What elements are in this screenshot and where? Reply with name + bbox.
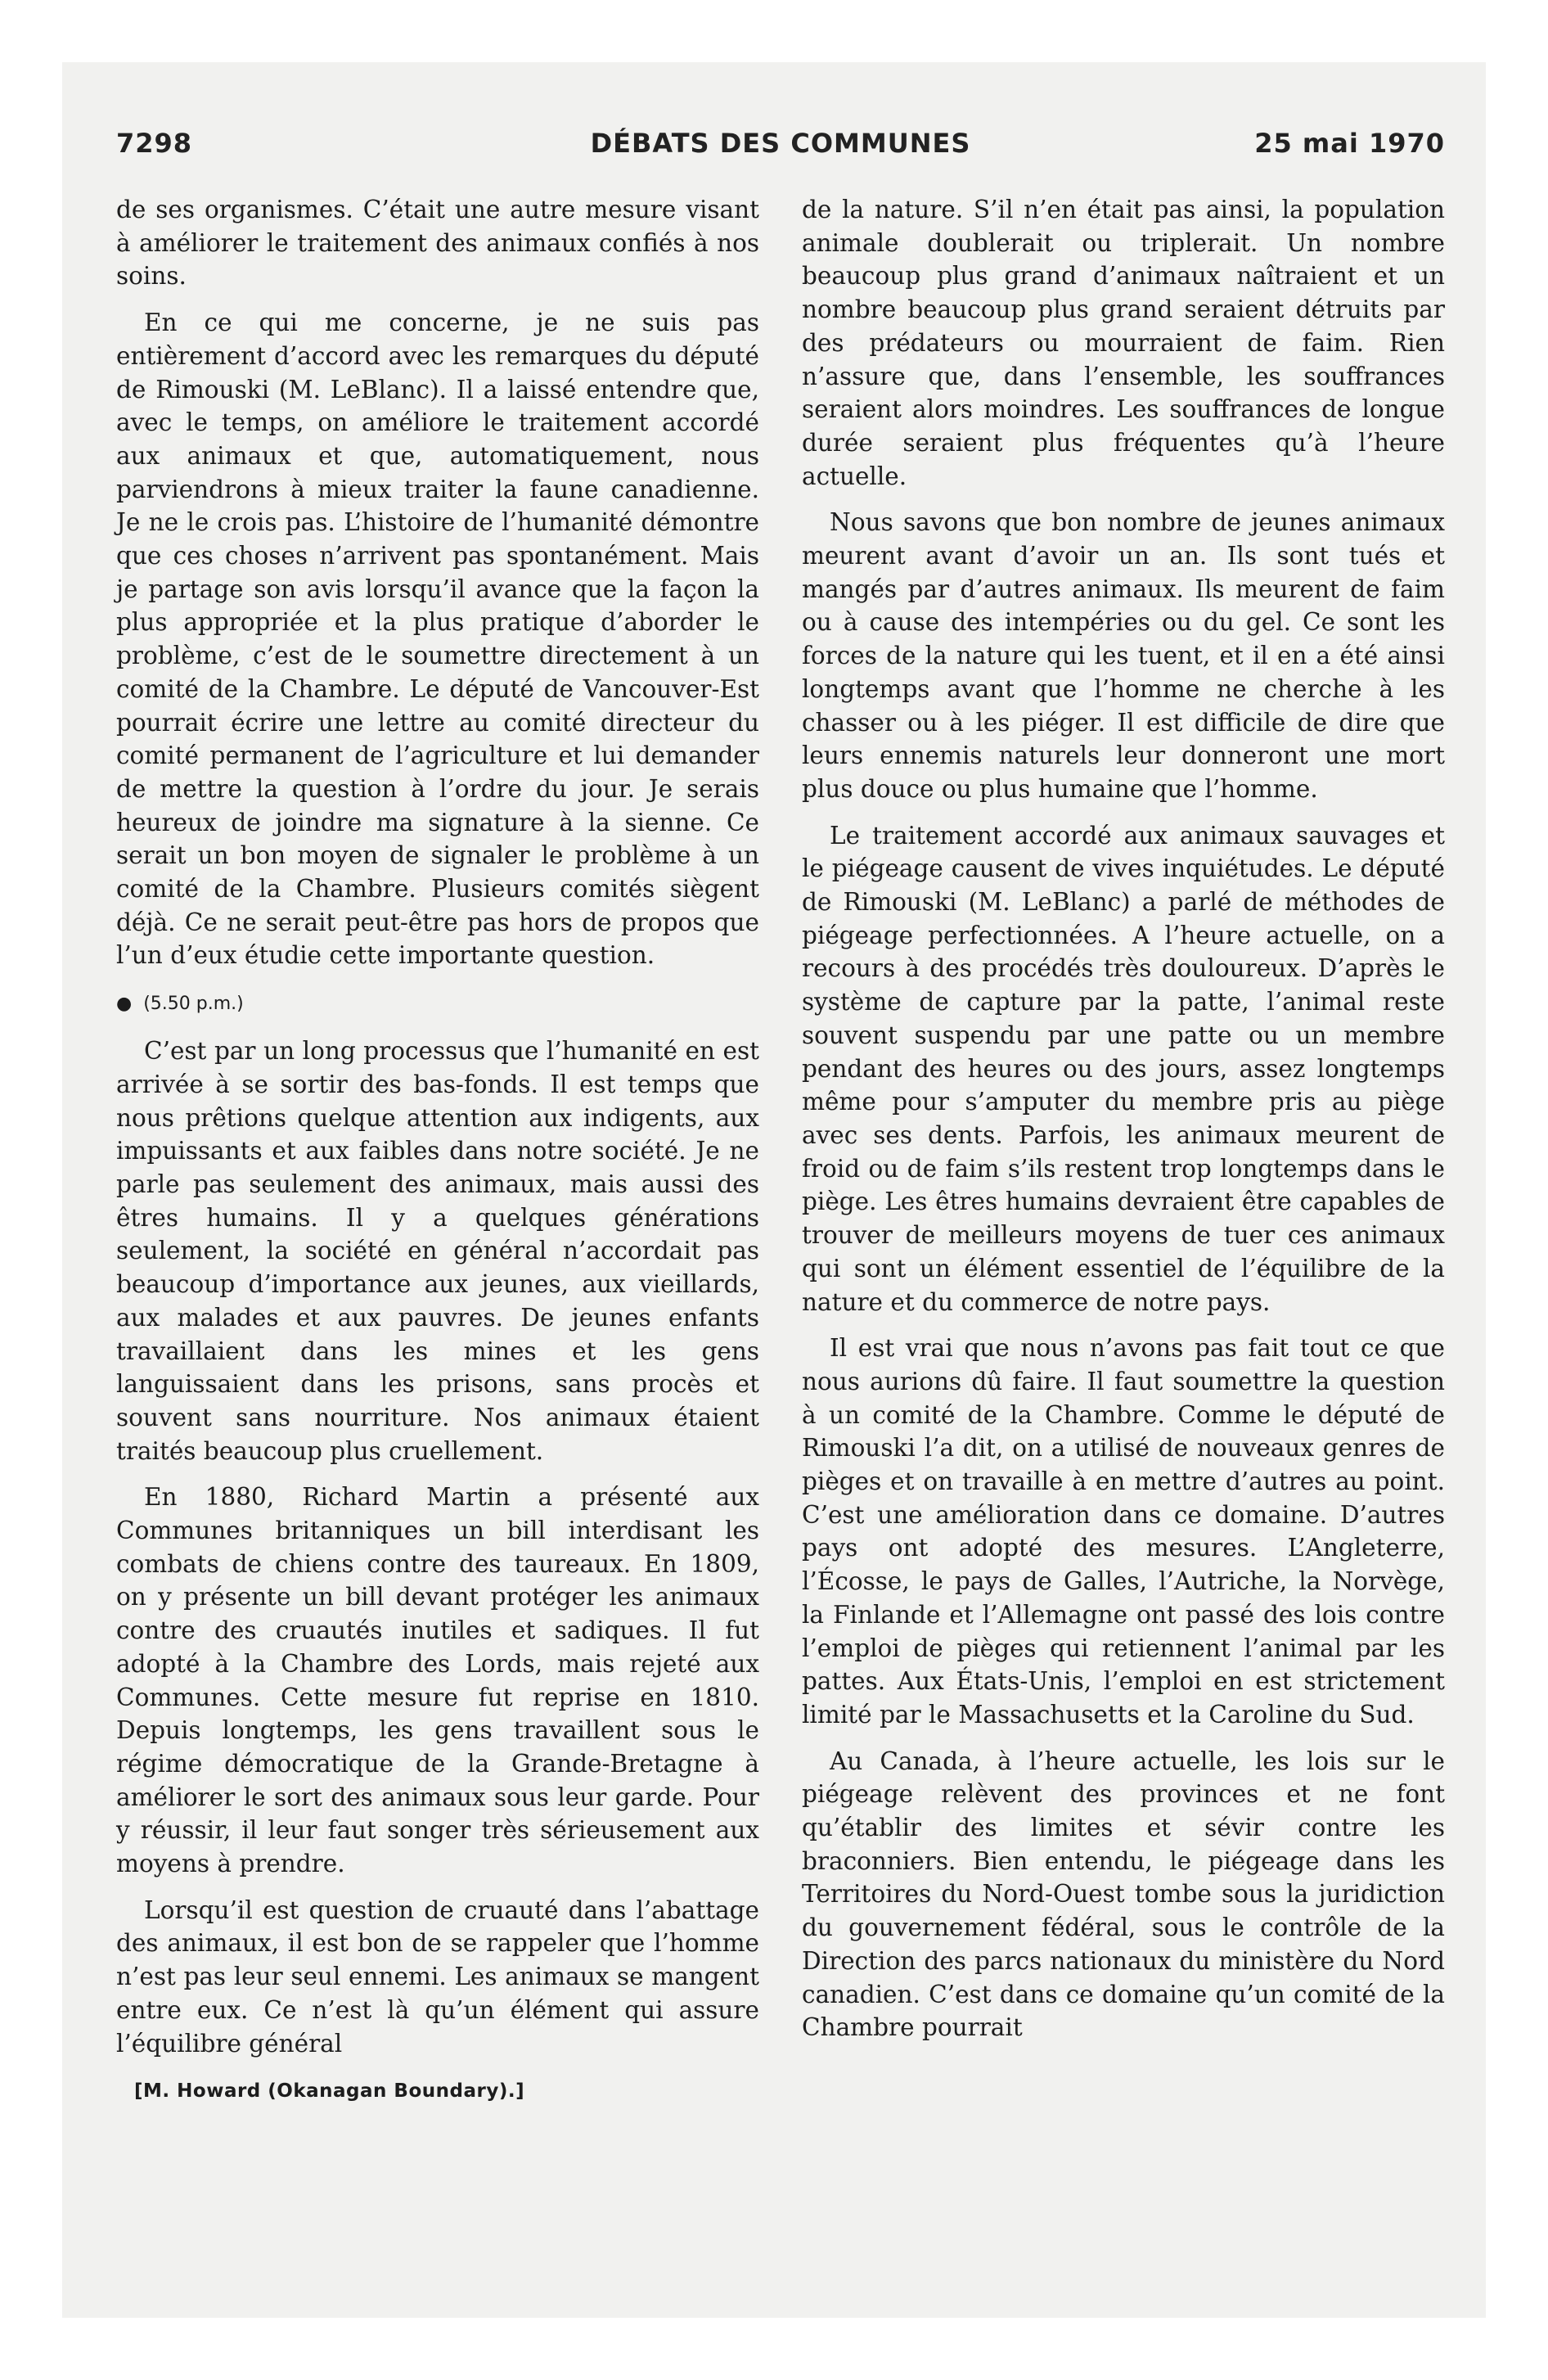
page-number: 7298 [116, 128, 193, 159]
paragraph: de ses organismes. C’était une autre mesure visant à améliorer le traitement des animaux confiés à nos soins. [116, 196, 759, 291]
paragraph: Au Canada, à l’heure actuelle, les lois sur le piégeage relèvent des provinces et ne font qu’établir des limites et sévir contre les braconniers. Bien entendu, le piégeage dans les Territoires du Nord-Ouest tombe sous la juridiction du gouvernement fédéral, sous le contrôle de la Direction des parcs nationaux du ministère du Nord canadien. C’est dans ce domaine qu’un comité de la Chambre pourrait [802, 1747, 1445, 2042]
bullet-icon: ● [116, 994, 133, 1015]
paragraph: Le traitement accordé aux animaux sauvages et le piégeage causent de vives inquiétudes. Le député de Rimouski (M. LeBlanc) a parlé de méthodes de piégeage perfectionnées. A l’heure actuelle, on a recours à des procédés très douloureux. D’après le système de capture par la patte, l’animal reste souvent suspendu par une patte ou un membre pendant des heures ou des jours, assez longtemps même pour s’amputer du membre pris au piège avec ses dents. Parfois, les animaux meurent de froid ou de faim s’ils restent trop longtemps dans le piège. Les êtres humains devraient être capables de trouver de meilleurs moyens de tuer ces animaux qui sont un élément essentiel de l’équilibre de la nature et du commerce de notre pays. [802, 821, 1445, 1316]
speaker-attribution: [M. Howard (Okanagan Boundary).] [134, 2080, 525, 2103]
document-page [62, 62, 1486, 2318]
running-title: DÉBATS DES COMMUNES [590, 128, 971, 159]
left-column [116, 193, 759, 2104]
right-column [802, 193, 1445, 2058]
paragraph: Lorsqu’il est question de cruauté dans l’abattage des animaux, il est bon de se rappeler que l’homme n’est pas leur seul ennemi. Les animaux se mangent entre eux. Ce n’est là qu’un élément qui assure l’équilibre général [116, 1895, 759, 2058]
page-header [116, 128, 1445, 177]
paragraph: En 1880, Richard Martin a présenté aux Communes britanniques un bill interdisant les combats de chiens contre des taureaux. En 1809, on y présente un bill devant protéger les animaux contre des cruautés inutiles et sadiques. Il fut adopté à la Chambre des Lords, mais rejeté aux Communes. Cette mesure fut reprise en 1810. Depuis longtemps, les gens travaillent sous le régime démocratique de la Grande-Bretagne à améliorer le sort des animaux sous leur garde. Pour y réussir, il leur faut songer très sérieusement aux moyens à prendre. [116, 1483, 759, 1878]
page-date: 25 mai 1970 [1254, 128, 1445, 159]
paragraph: de la nature. S’il n’en était pas ainsi, la population animale doublerait ou triplerait. Un nombre beaucoup plus grand d’animaux naîtraient et un nombre beaucoup plus grand seraient détruits par des prédateurs ou mourraient de faim. Rien n’assure que, dans l’ensemble, les souffrances seraient alors moindres. Les souffrances de longue durée seraient plus fréquentes qu’à l’heure actuelle. [802, 196, 1445, 490]
paragraph: Il est vrai que nous n’avons pas fait tout ce que nous aurions dû faire. Il faut soumettre la question à un comité de la Chambre. Comme le député de Rimouski l’a dit, on a utilisé de nouveaux genres de pièges et on travaille à en mettre d’autres au point. C’est une amélioration dans ce domaine. D’autres pays ont adopté des mesures. L’Angleterre, l’Écosse, le pays de Galles, l’Autriche, la Norvège, la Finlande et l’Allemagne ont passé des lois contre l’emploi de pièges qui retiennent l’animal par les pattes. Aux États-Unis, l’emploi en est strictement limité par le Massachusetts et la Caroline du Sud. [802, 1334, 1445, 1729]
timestamp [116, 992, 759, 1016]
timestamp-text: (5.50 p.m.) [143, 994, 244, 1015]
paragraph: Nous savons que bon nombre de jeunes animaux meurent avant d’avoir un an. Ils sont tués et mangés par d’autres animaux. Ils meurent de faim ou à cause des intempéries ou du gel. Ce sont les forces de la nature qui les tuent, et il en a été ainsi longtemps avant que l’homme ne cherche à les chasser ou à les piéger. Il est difficile de dire que leurs ennemis naturels leur donneront une mort plus douce ou plus humaine que l’homme. [802, 508, 1445, 803]
paragraph: En ce qui me concerne, je ne suis pas entièrement d’accord avec les remarques du député de Rimouski (M. LeBlanc). Il a laissé entendre que, avec le temps, on améliore le traitement accordé aux animaux et que, automatiquement, nous parviendrons à mieux traiter la faune canadienne. Je ne le crois pas. L’histoire de l’humanité démontre que ces choses n’arrivent pas spontanément. Mais je partage son avis lorsqu’il avance que la façon la plus appropriée et la plus pratique d’aborder le problème, c’est de le soumettre directement à un comité de la Chambre. Le député de Vancouver-Est pourrait écrire une lettre au comité directeur du comité permanent de l’agriculture et lui demander de mettre la question à l’ordre du jour. Je serais heureux de joindre ma signature à la sienne. Ce serait un bon moyen de signaler le problème à un comité de la Chambre. Plusieurs comités siègent déjà. Ce ne serait peut-être pas hors de propos que l’un d’eux étudie cette importante question. [116, 309, 759, 970]
paragraph: C’est par un long processus que l’humanité en est arrivée à se sortir des bas-fonds. Il est temps que nous prêtions quelque attention aux indigents, aux impuissants et aux faibles dans notre société. Je ne parle pas seulement des animaux, mais aussi des êtres humains. Il y a quelques générations seulement, la société en général n’accordait pas beaucoup d’importance aux jeunes, aux vieillards, aux malades et aux pauvres. De jeunes enfants travaillaient dans les mines et les gens languissaient dans les prisons, sans procès et souvent sans nourriture. Nos animaux étaient traités beaucoup plus cruellement. [116, 1037, 759, 1465]
